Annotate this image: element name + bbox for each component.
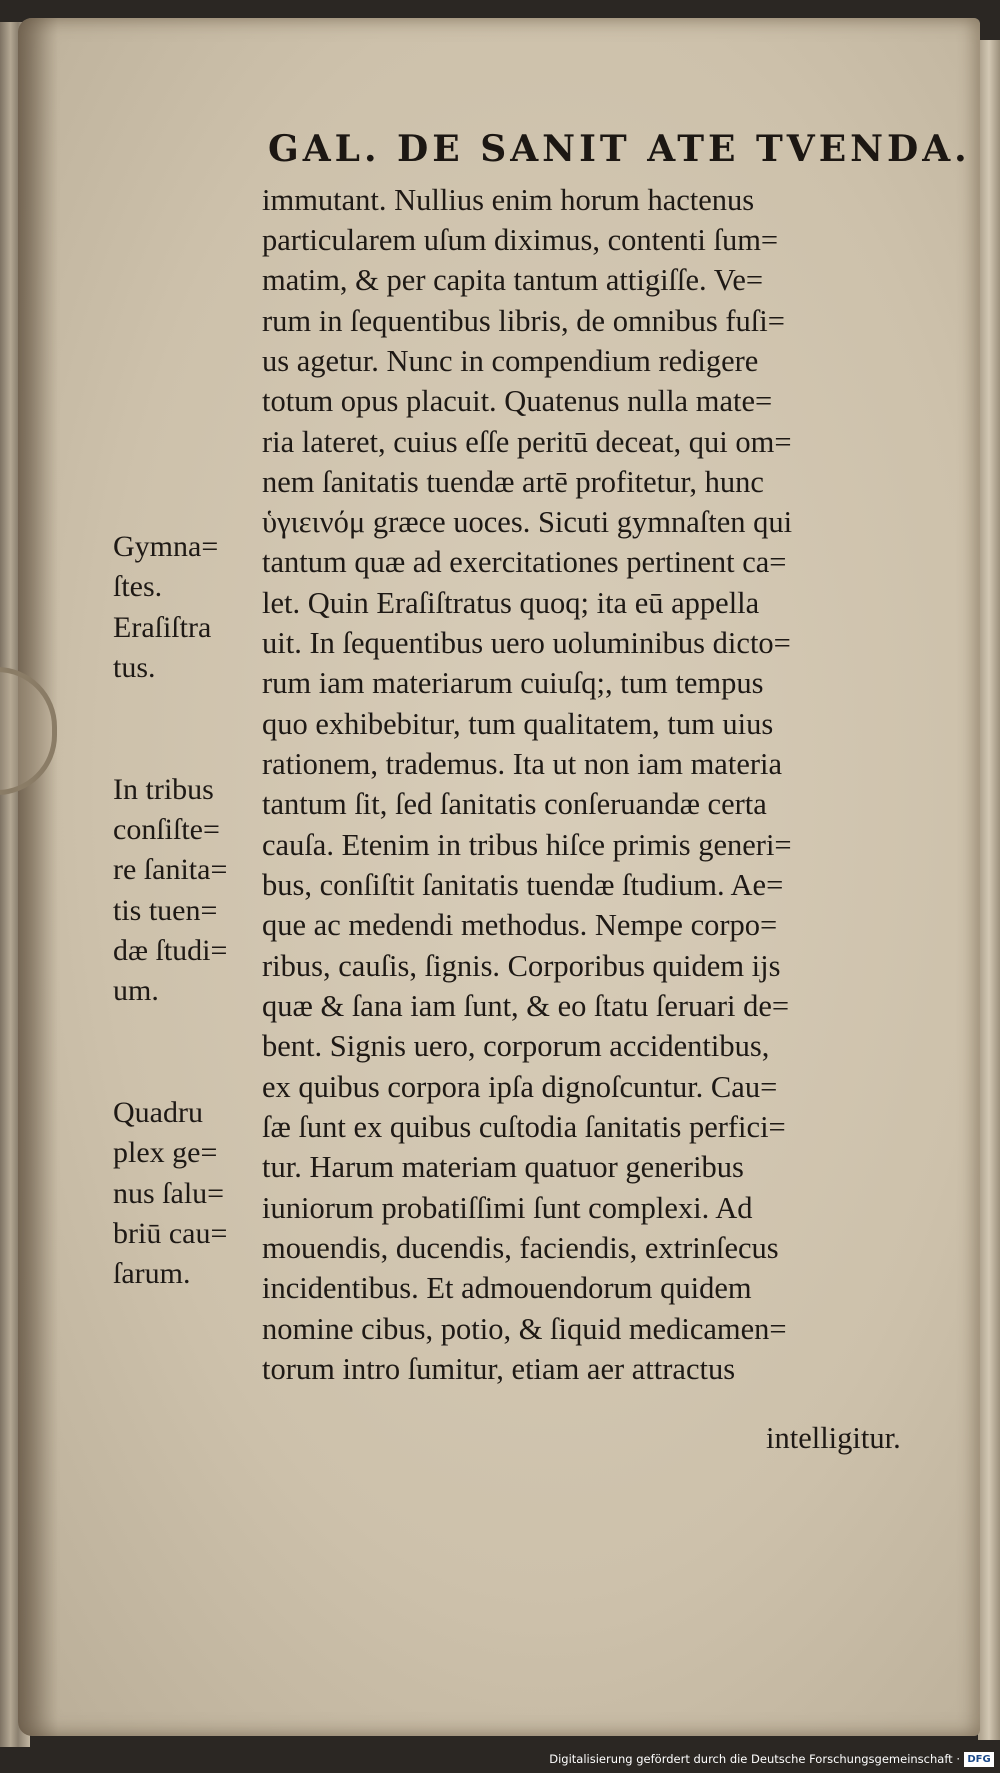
text-line: rationem, trademus. Ita ut non iam materia <box>262 747 783 781</box>
text-line: quo exhibebitur, tum qualitatem, tum uius <box>262 707 774 741</box>
margin-note-line: nus ſalu= <box>113 1177 225 1210</box>
margin-note-line: ſtes. <box>113 570 163 603</box>
text-line: bus, conſiſtit ſanitatis tuendæ ſtudium. Ae= <box>262 868 784 902</box>
text-line: torum intro ſumitur, etiam aer attractus <box>262 1352 736 1386</box>
text-line: tantum quæ ad exercitationes pertinent ca= <box>262 545 787 579</box>
dfg-logo-icon: DFG <box>964 1752 994 1767</box>
text-line: ſæ ſunt ex quibus cuſtodia ſanitatis perfici= <box>262 1110 786 1144</box>
text-line: iuniorum probatiſſimi ſunt complexi. Ad <box>262 1191 753 1225</box>
text-line: bent. Signis uero, corporum accidentibus, <box>262 1029 770 1063</box>
text-line: uit. In ſequentibus uero uoluminibus dicto= <box>262 626 791 660</box>
margin-note-line: dæ ſtudi= <box>113 934 228 967</box>
margin-note-line: plex ge= <box>113 1136 218 1169</box>
text-line: ria lateret, cuius eſſe peritū deceat, qui om= <box>262 425 792 459</box>
text-line: let. Quin Eraſiſtratus quoq; ita eū appella <box>262 586 760 620</box>
margin-note-line: ſarum. <box>113 1257 191 1290</box>
text-line: cauſa. Etenim in tribus hiſce primis generi= <box>262 828 792 862</box>
digitization-credit: Digitalisierung gefördert durch die Deutsche Forschungsgemeinschaft · <box>549 1752 960 1766</box>
text-line: tantum ſit, ſed ſanitatis conſeruandæ certa <box>262 787 767 821</box>
text-line: que ac medendi methodus. Nempe corpo= <box>262 908 778 942</box>
margin-note-line: tus. <box>113 651 156 684</box>
margin-note-line: Quadru <box>113 1096 203 1129</box>
margin-note-line: Eraſiſtra <box>113 611 212 644</box>
text-line: mouendis, ducendis, faciendis, extrinſecus <box>262 1231 779 1265</box>
text-line: rum in ſequentibus libris, de omnibus fuſi= <box>262 304 785 338</box>
text-line: rum iam materiarum cuiuſq;, tum tempus <box>262 666 764 700</box>
margin-note-line: um. <box>113 974 159 1007</box>
margin-note-line: conſiſte= <box>113 813 220 846</box>
gutter-shadow <box>18 18 58 1736</box>
text-line: nomine cibus, potio, & ſiquid medicamen= <box>262 1312 787 1346</box>
text-line: particularem uſum diximus, contenti ſum= <box>262 223 779 257</box>
text-line: ex quibus corpora ipſa dignoſcuntur. Cau= <box>262 1070 778 1104</box>
margin-note-line: tis tuen= <box>113 894 218 927</box>
text-line: ὑγιεινόμ græce uoces. Sicuti gymnaſten qui <box>262 505 793 539</box>
text-line: totum opus placuit. Quatenus nulla mate= <box>262 384 773 418</box>
margin-note-line: Gymna= <box>113 530 219 563</box>
margin-note-line: briū cau= <box>113 1217 228 1250</box>
text-line: tur. Harum materiam quatuor generibus <box>262 1150 744 1184</box>
text-line: matim, & per capita tantum attigiſſe. Ve= <box>262 263 764 297</box>
running-head: GAL. DE SANIT ATE TVENDA. <box>268 128 971 170</box>
text-line: immutant. Nullius enim horum hactenus <box>262 183 755 217</box>
text-line: nem ſanitatis tuendæ artē profitetur, hunc <box>262 465 764 499</box>
catchword: intelligitur. <box>766 1421 901 1455</box>
page-fore-edge <box>978 40 1000 1740</box>
text-line: ribus, cauſis, ſignis. Corporibus quidem ijs <box>262 949 781 983</box>
text-line: quæ & ſana iam ſunt, & eo ſtatu ſeruari de= <box>262 989 790 1023</box>
text-line: incidentibus. Et admouendorum quidem <box>262 1271 752 1305</box>
text-line: us agetur. Nunc in compendium redigere <box>262 344 759 378</box>
margin-note-line: In tribus <box>113 773 214 806</box>
margin-note-line: re ſanita= <box>113 853 228 886</box>
